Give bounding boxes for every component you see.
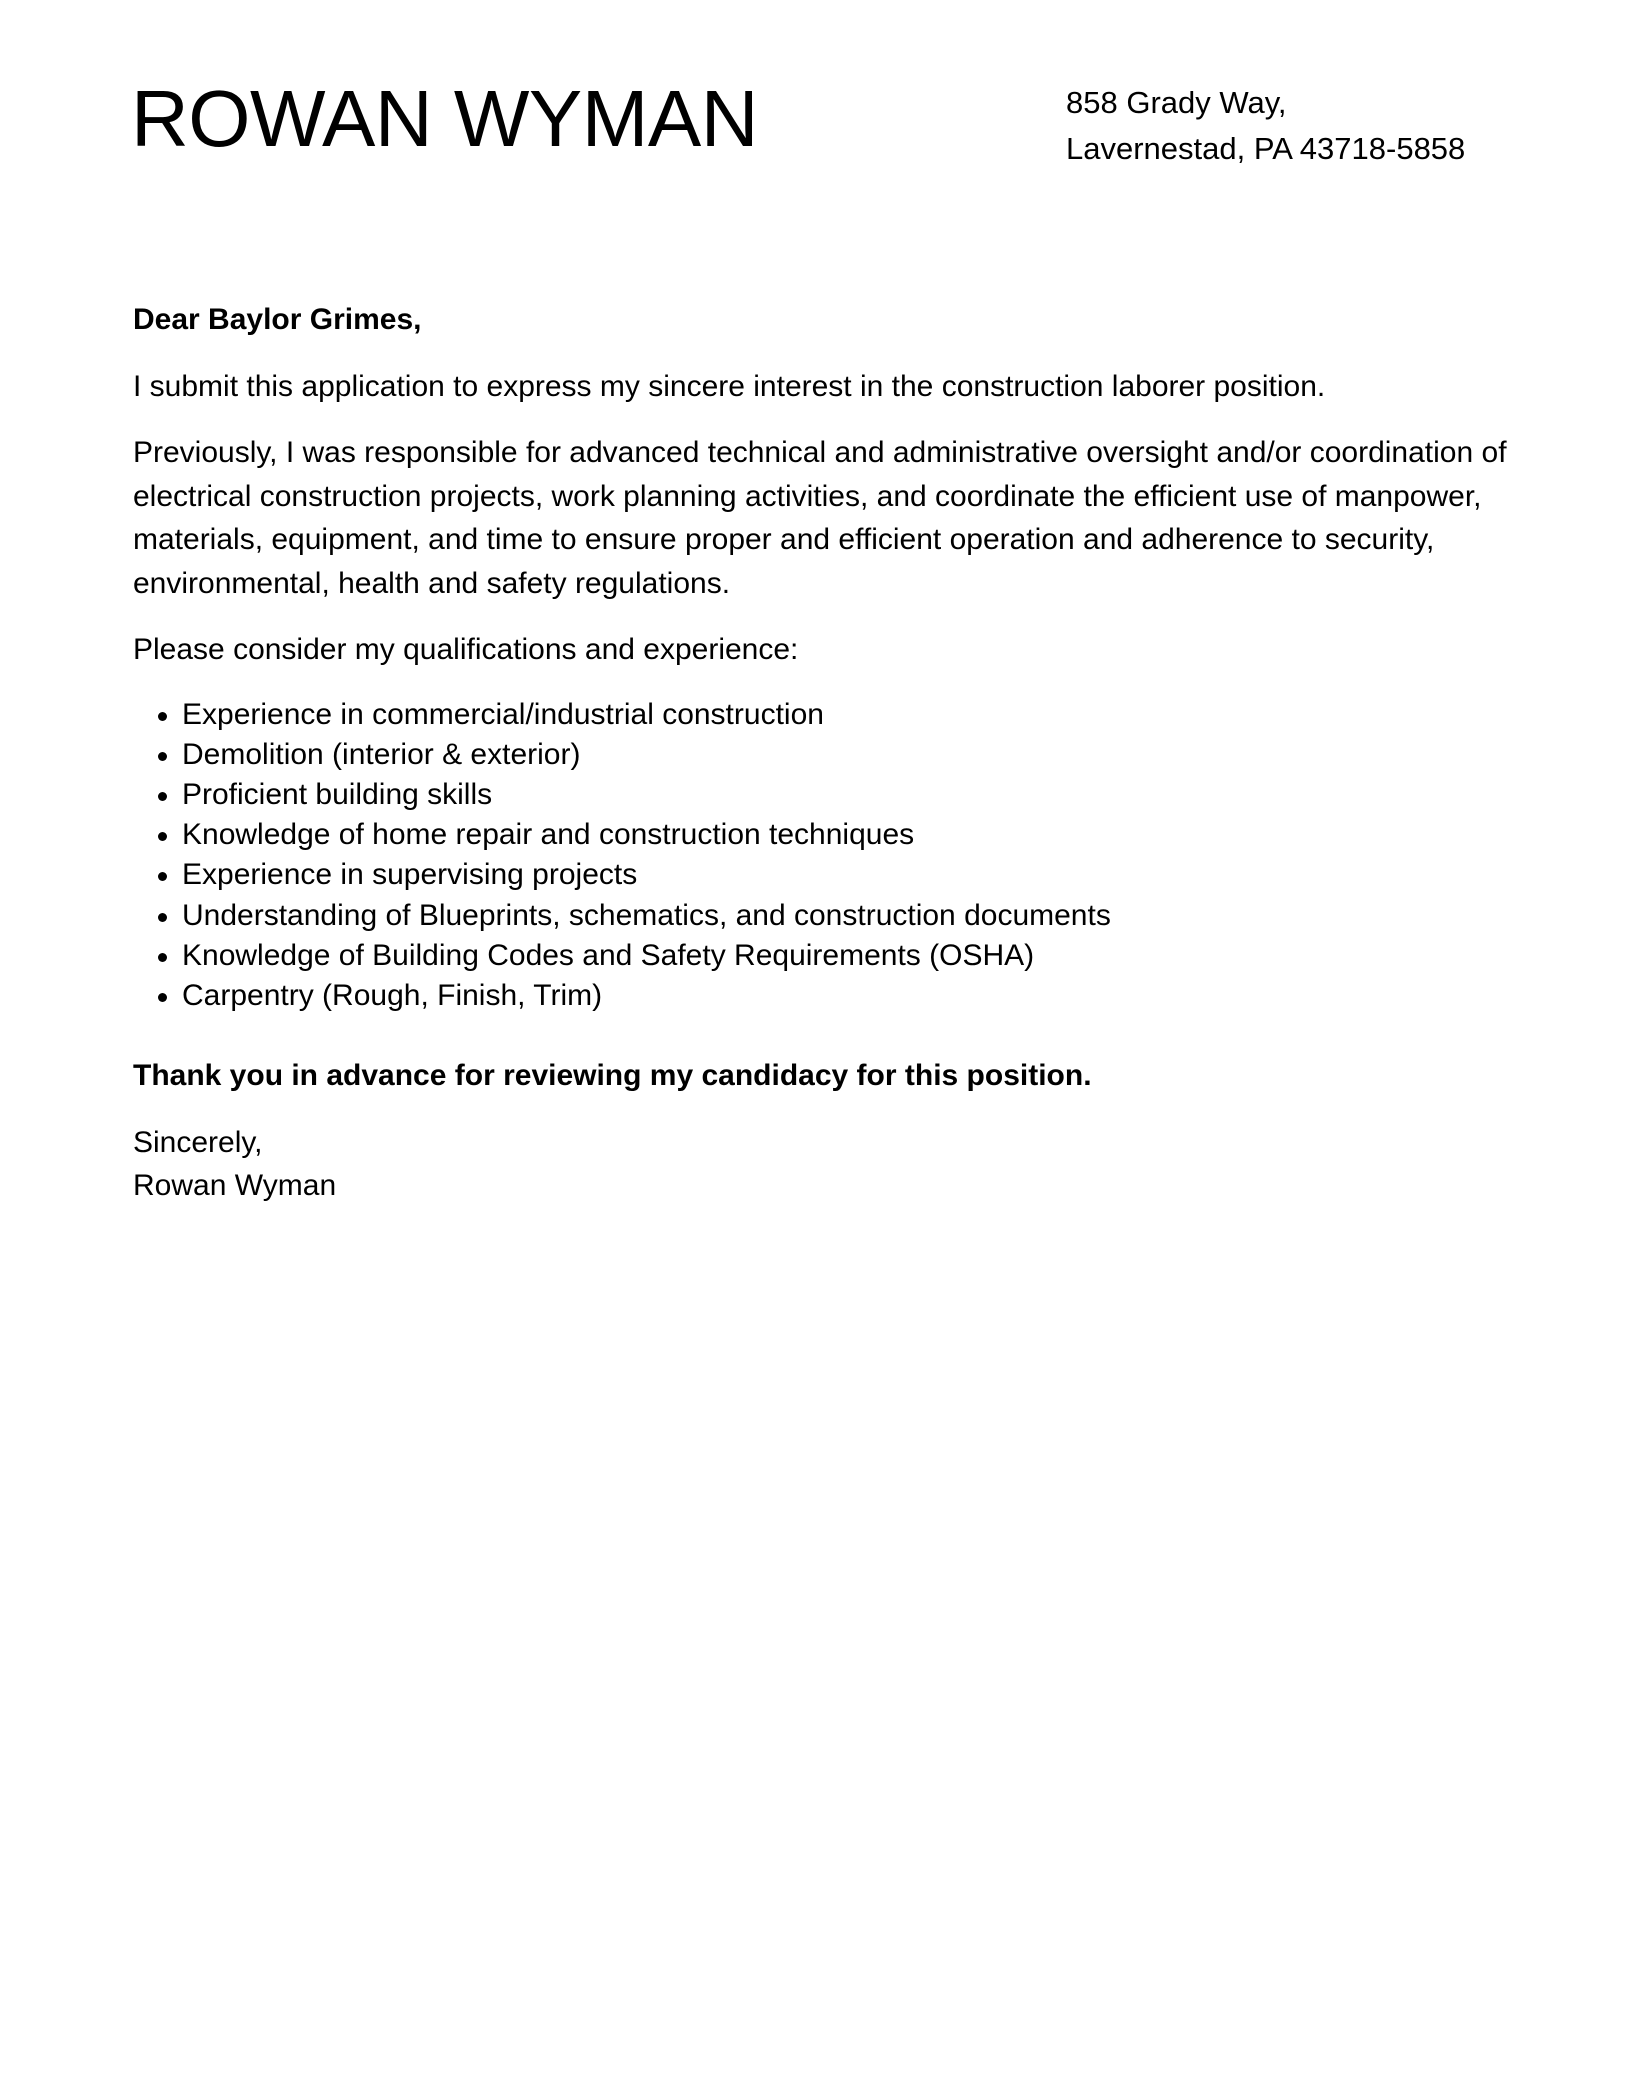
qualification-text: Demolition (interior & exterior) xyxy=(182,737,581,771)
qualifications-intro: Please consider my qualifications and experience: xyxy=(133,633,799,666)
bullet-icon xyxy=(158,872,167,881)
qualification-item xyxy=(133,936,1513,976)
address-line-2: Lavernestad, PA 43718-5858 xyxy=(1066,131,1466,166)
signoff: Sincerely, xyxy=(133,1125,263,1159)
qualification-text: Proficient building skills xyxy=(182,777,493,811)
applicant-name: ROWAN WYMAN xyxy=(131,74,759,163)
experience-paragraph: Previously, I was responsible for advanced technical and administrative oversight and/or coordination of electrical construction projects, work planning activities, and coordinate the efficient use of manpower, materials, equipment, and time to ensure proper and efficient operation and adherence to security, environmental, health and safety regulations. xyxy=(133,436,1507,600)
bullet-icon xyxy=(158,832,167,841)
signature: Rowan Wyman xyxy=(133,1169,337,1203)
qualification-item xyxy=(133,976,1513,1016)
qualification-text: Experience in supervising projects xyxy=(182,858,638,892)
qualification-item xyxy=(133,695,1513,735)
applicant-address xyxy=(1066,80,1465,172)
bullet-icon xyxy=(158,993,167,1002)
bullet-icon xyxy=(158,752,167,761)
bullet-icon xyxy=(158,913,167,922)
qualification-item xyxy=(133,855,1513,895)
bullet-icon xyxy=(158,792,167,801)
bullet-icon xyxy=(158,712,167,721)
intro-paragraph: I submit this application to express my sincere interest in the construction laborer position. xyxy=(133,369,1326,403)
qualification-item xyxy=(133,815,1513,855)
qualification-text: Knowledge of Building Codes and Safety Requirements (OSHA) xyxy=(182,938,1035,972)
qualification-item xyxy=(133,735,1513,775)
qualification-item xyxy=(133,775,1513,815)
address-line-1: 858 Grady Way, xyxy=(1066,85,1287,120)
qualification-text: Experience in commercial/industrial construction xyxy=(182,697,824,731)
letter-body xyxy=(133,298,1513,1208)
qualifications-list xyxy=(133,695,1513,1017)
salutation: Dear Baylor Grimes, xyxy=(133,303,422,336)
qualification-text: Knowledge of home repair and construction techniques xyxy=(182,818,915,852)
letter-header xyxy=(0,0,1632,200)
qualification-text: Carpentry (Rough, Finish, Trim) xyxy=(182,978,603,1012)
qualification-text: Understanding of Blueprints, schematics, and construction documents xyxy=(182,898,1111,932)
closing-statement: Thank you in advance for reviewing my candidacy for this position. xyxy=(133,1059,1092,1093)
qualification-item xyxy=(133,896,1513,936)
bullet-icon xyxy=(158,953,167,962)
